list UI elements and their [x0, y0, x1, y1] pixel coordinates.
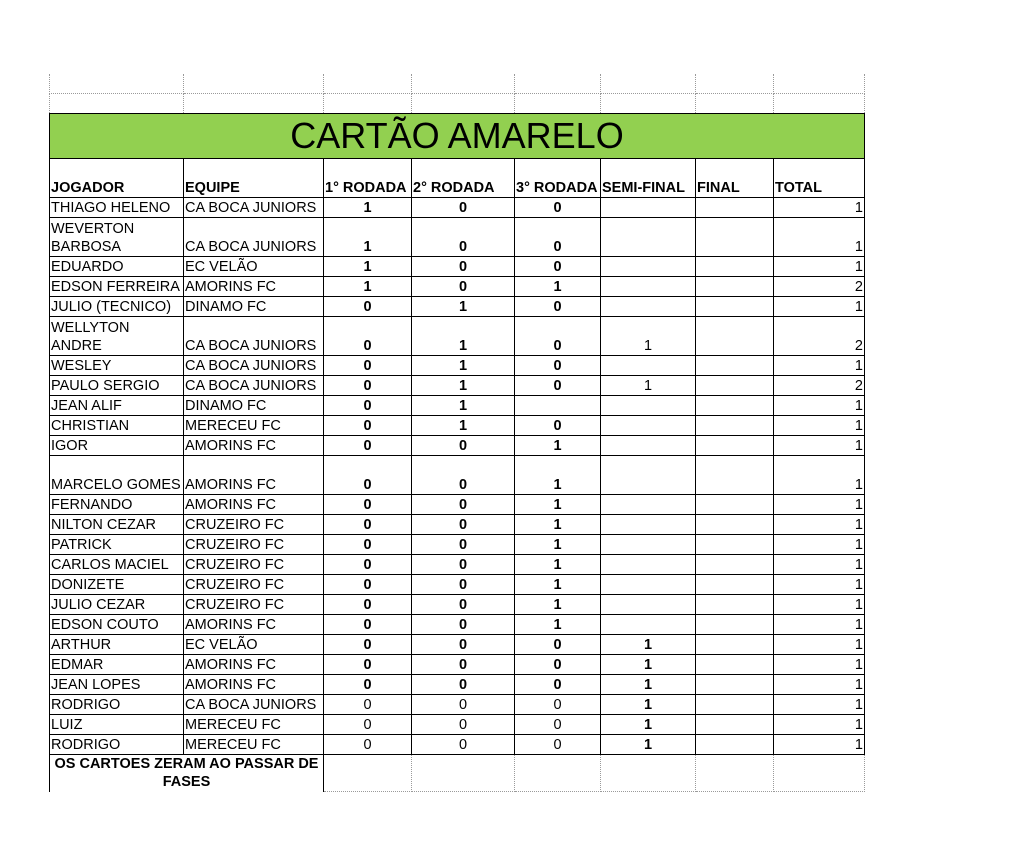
player-cell[interactable]: PAULO SERGIO — [50, 376, 184, 396]
final-cell[interactable] — [696, 655, 774, 675]
semifinal-cell[interactable]: 1 — [601, 655, 696, 675]
rodada-3-cell[interactable]: 1 — [515, 456, 601, 495]
final-cell[interactable] — [696, 376, 774, 396]
rodada-1-cell[interactable]: 0 — [324, 436, 412, 456]
team-cell[interactable]: DINAMO FC — [184, 396, 324, 416]
table-row — [50, 675, 865, 695]
player-cell[interactable]: RODRIGO — [50, 735, 184, 755]
team-cell[interactable]: CA BOCA JUNIORS — [184, 376, 324, 396]
semifinal-cell[interactable] — [601, 416, 696, 436]
final-cell[interactable] — [696, 595, 774, 615]
team-cell[interactable]: CRUZEIRO FC — [184, 555, 324, 575]
total-cell[interactable]: 1 — [774, 715, 865, 735]
rodada-3-cell[interactable] — [515, 396, 601, 416]
semifinal-cell[interactable] — [601, 356, 696, 376]
header-row — [50, 159, 865, 198]
semifinal-cell[interactable] — [601, 297, 696, 317]
final-cell[interactable] — [696, 535, 774, 555]
final-cell[interactable] — [696, 735, 774, 755]
rodada-2-cell[interactable]: 0 — [412, 555, 515, 575]
total-cell[interactable]: 1 — [774, 218, 865, 257]
total-cell[interactable]: 1 — [774, 635, 865, 655]
rodada-2-cell[interactable]: 0 — [412, 615, 515, 635]
empty-cell[interactable] — [774, 755, 865, 792]
final-cell[interactable] — [696, 277, 774, 297]
rodada-1-cell[interactable]: 0 — [324, 456, 412, 495]
total-cell[interactable]: 1 — [774, 695, 865, 715]
empty-cell[interactable] — [515, 755, 601, 792]
table-row — [50, 695, 865, 715]
total-cell[interactable]: 1 — [774, 575, 865, 595]
team-cell[interactable]: AMORINS FC — [184, 495, 324, 515]
table-row — [50, 356, 865, 376]
total-cell[interactable]: 2 — [774, 317, 865, 356]
total-cell[interactable]: 1 — [774, 535, 865, 555]
player-cell[interactable]: JULIO (TECNICO) — [50, 297, 184, 317]
table-row — [50, 257, 865, 277]
rodada-3-cell[interactable]: 0 — [515, 715, 601, 735]
team-cell[interactable]: CA BOCA JUNIORS — [184, 218, 324, 257]
player-cell[interactable]: MARCELO GOMES — [50, 456, 184, 495]
rodada-3-cell[interactable]: 0 — [515, 218, 601, 257]
team-cell[interactable]: CRUZEIRO FC — [184, 535, 324, 555]
team-cell[interactable]: AMORINS FC — [184, 277, 324, 297]
rodada-1-cell[interactable]: 0 — [324, 495, 412, 515]
rodada-3-cell[interactable]: 0 — [515, 257, 601, 277]
rodada-2-cell[interactable]: 1 — [412, 376, 515, 396]
rodada-3-cell[interactable]: 1 — [515, 595, 601, 615]
final-cell[interactable] — [696, 416, 774, 436]
header-jogador[interactable]: JOGADOR — [50, 159, 184, 198]
rodada-1-cell[interactable]: 0 — [324, 735, 412, 755]
total-cell[interactable]: 2 — [774, 376, 865, 396]
rodada-2-cell[interactable]: 0 — [412, 575, 515, 595]
rodada-2-cell[interactable]: 0 — [412, 436, 515, 456]
table-row — [50, 218, 865, 257]
player-cell[interactable]: JULIO CEZAR — [50, 595, 184, 615]
player-cell[interactable]: EDMAR — [50, 655, 184, 675]
rodada-3-cell[interactable]: 0 — [515, 297, 601, 317]
rodada-3-cell[interactable]: 0 — [515, 675, 601, 695]
player-cell[interactable]: WESLEY — [50, 356, 184, 376]
final-cell[interactable] — [696, 615, 774, 635]
total-cell[interactable]: 1 — [774, 436, 865, 456]
semifinal-cell[interactable]: 1 — [601, 376, 696, 396]
rodada-2-cell[interactable]: 0 — [412, 218, 515, 257]
final-cell[interactable] — [696, 257, 774, 277]
rodada-2-cell[interactable]: 0 — [412, 735, 515, 755]
rodada-1-cell[interactable]: 0 — [324, 675, 412, 695]
table-row — [50, 297, 865, 317]
player-cell[interactable]: THIAGO HELENO — [50, 198, 184, 218]
rodada-2-cell[interactable]: 1 — [412, 317, 515, 356]
rodada-2-cell[interactable]: 0 — [412, 595, 515, 615]
rodada-3-cell[interactable]: 1 — [515, 555, 601, 575]
player-cell[interactable]: ARTHUR — [50, 635, 184, 655]
total-cell[interactable]: 1 — [774, 456, 865, 495]
team-cell[interactable]: MERECEU FC — [184, 735, 324, 755]
final-cell[interactable] — [696, 456, 774, 495]
player-cell[interactable]: IGOR — [50, 436, 184, 456]
team-cell[interactable]: MERECEU FC — [184, 416, 324, 436]
rodada-3-cell[interactable]: 1 — [515, 615, 601, 635]
total-cell[interactable]: 2 — [774, 277, 865, 297]
final-cell[interactable] — [696, 555, 774, 575]
rodada-2-cell[interactable]: 0 — [412, 535, 515, 555]
final-cell[interactable] — [696, 695, 774, 715]
rodada-1-cell[interactable]: 0 — [324, 555, 412, 575]
semifinal-cell[interactable] — [601, 495, 696, 515]
rodada-1-cell[interactable]: 0 — [324, 575, 412, 595]
total-cell[interactable]: 1 — [774, 655, 865, 675]
header-equipe[interactable]: EQUIPE — [184, 159, 324, 198]
rodada-2-cell[interactable]: 0 — [412, 695, 515, 715]
semifinal-cell[interactable]: 1 — [601, 715, 696, 735]
player-cell[interactable]: FERNANDO — [50, 495, 184, 515]
rodada-2-cell[interactable]: 0 — [412, 495, 515, 515]
title-row — [50, 114, 865, 159]
total-cell[interactable]: 1 — [774, 297, 865, 317]
team-cell[interactable]: AMORINS FC — [184, 456, 324, 495]
final-cell[interactable] — [696, 198, 774, 218]
player-cell[interactable]: EDUARDO — [50, 257, 184, 277]
player-cell[interactable]: DONIZETE — [50, 575, 184, 595]
empty-cell[interactable] — [324, 755, 412, 792]
semifinal-cell[interactable] — [601, 198, 696, 218]
table-row — [50, 535, 865, 555]
header-final[interactable]: FINAL — [696, 159, 774, 198]
blank-row — [50, 74, 865, 94]
player-cell[interactable]: EDSON FERREIRA — [50, 277, 184, 297]
rodada-3-cell[interactable]: 1 — [515, 515, 601, 535]
rodada-1-cell[interactable]: 1 — [324, 198, 412, 218]
rodada-3-cell[interactable]: 0 — [515, 635, 601, 655]
final-cell[interactable] — [696, 575, 774, 595]
player-cell[interactable]: JEAN ALIF — [50, 396, 184, 416]
player-cell[interactable]: LUIZ — [50, 715, 184, 735]
team-cell[interactable]: DINAMO FC — [184, 297, 324, 317]
total-cell[interactable]: 1 — [774, 416, 865, 436]
total-cell[interactable]: 1 — [774, 735, 865, 755]
final-cell[interactable] — [696, 396, 774, 416]
team-cell[interactable]: CA BOCA JUNIORS — [184, 695, 324, 715]
final-cell[interactable] — [696, 495, 774, 515]
header-rodada-1[interactable]: 1° RODADA — [324, 159, 412, 198]
final-cell[interactable] — [696, 635, 774, 655]
empty-cell[interactable] — [696, 755, 774, 792]
semifinal-cell[interactable]: 1 — [601, 675, 696, 695]
team-cell[interactable]: EC VELÃO — [184, 635, 324, 655]
table-row — [50, 735, 865, 755]
table-row — [50, 456, 865, 495]
rodada-1-cell[interactable]: 0 — [324, 376, 412, 396]
rodada-1-cell[interactable]: 0 — [324, 396, 412, 416]
player-cell[interactable]: JEAN LOPES — [50, 675, 184, 695]
rodada-1-cell[interactable]: 0 — [324, 635, 412, 655]
player-cell[interactable]: PATRICK — [50, 535, 184, 555]
total-cell[interactable]: 1 — [774, 595, 865, 615]
final-cell[interactable] — [696, 317, 774, 356]
rodada-2-cell[interactable]: 1 — [412, 297, 515, 317]
final-cell[interactable] — [696, 297, 774, 317]
rodada-1-cell[interactable]: 0 — [324, 615, 412, 635]
total-cell[interactable]: 1 — [774, 495, 865, 515]
table-row — [50, 198, 865, 218]
empty-cell[interactable] — [412, 755, 515, 792]
rodada-3-cell[interactable]: 0 — [515, 695, 601, 715]
final-cell[interactable] — [696, 436, 774, 456]
semifinal-cell[interactable] — [601, 515, 696, 535]
rodada-3-cell[interactable]: 1 — [515, 495, 601, 515]
semifinal-cell[interactable]: 1 — [601, 695, 696, 715]
rodada-2-cell[interactable]: 0 — [412, 715, 515, 735]
semifinal-cell[interactable] — [601, 535, 696, 555]
table-row — [50, 416, 865, 436]
rodada-1-cell[interactable]: 0 — [324, 416, 412, 436]
rodada-1-cell[interactable]: 1 — [324, 218, 412, 257]
rodada-1-cell[interactable]: 0 — [324, 317, 412, 356]
rodada-2-cell[interactable]: 0 — [412, 198, 515, 218]
table-row — [50, 317, 865, 356]
rodada-1-cell[interactable]: 0 — [324, 715, 412, 735]
header-semifinal[interactable]: SEMI-FINAL — [601, 159, 696, 198]
table-row — [50, 555, 865, 575]
rodada-2-cell[interactable]: 0 — [412, 655, 515, 675]
semifinal-cell[interactable]: 1 — [601, 735, 696, 755]
empty-cell[interactable] — [601, 755, 696, 792]
semifinal-cell[interactable] — [601, 396, 696, 416]
final-cell[interactable] — [696, 515, 774, 535]
table-row — [50, 515, 865, 535]
rodada-3-cell[interactable]: 0 — [515, 198, 601, 218]
semifinal-cell[interactable] — [601, 277, 696, 297]
player-cell[interactable]: CHRISTIAN — [50, 416, 184, 436]
team-cell[interactable]: AMORINS FC — [184, 675, 324, 695]
rodada-3-cell[interactable]: 0 — [515, 655, 601, 675]
rodada-1-cell[interactable]: 1 — [324, 277, 412, 297]
sheet-title[interactable]: CARTÃO AMARELO — [50, 114, 865, 159]
header-rodada-3[interactable]: 3° RODADA — [515, 159, 601, 198]
player-cell[interactable]: NILTON CEZAR — [50, 515, 184, 535]
team-cell[interactable]: CA BOCA JUNIORS — [184, 356, 324, 376]
table-row — [50, 615, 865, 635]
semifinal-cell[interactable] — [601, 257, 696, 277]
team-cell[interactable]: AMORINS FC — [184, 436, 324, 456]
rodada-3-cell[interactable]: 0 — [515, 735, 601, 755]
team-cell[interactable]: CRUZEIRO FC — [184, 575, 324, 595]
semifinal-cell[interactable]: 1 — [601, 635, 696, 655]
semifinal-cell[interactable] — [601, 595, 696, 615]
player-cell[interactable]: WEVERTON BARBOSA — [50, 218, 184, 257]
player-cell[interactable]: CARLOS MACIEL — [50, 555, 184, 575]
rodada-2-cell[interactable]: 0 — [412, 675, 515, 695]
player-cell[interactable]: EDSON COUTO — [50, 615, 184, 635]
footer-note[interactable]: OS CARTOES ZERAM AO PASSAR DE FASES — [50, 755, 324, 792]
total-cell[interactable]: 1 — [774, 515, 865, 535]
table-row — [50, 436, 865, 456]
semifinal-cell[interactable]: 1 — [601, 317, 696, 356]
total-cell[interactable]: 1 — [774, 396, 865, 416]
rodada-2-cell[interactable]: 0 — [412, 515, 515, 535]
rodada-1-cell[interactable]: 0 — [324, 695, 412, 715]
player-cell[interactable]: RODRIGO — [50, 695, 184, 715]
team-cell[interactable]: MERECEU FC — [184, 715, 324, 735]
team-cell[interactable]: CA BOCA JUNIORS — [184, 198, 324, 218]
final-cell[interactable] — [696, 218, 774, 257]
rodada-3-cell[interactable]: 0 — [515, 416, 601, 436]
team-cell[interactable]: EC VELÃO — [184, 257, 324, 277]
rodada-1-cell[interactable]: 0 — [324, 595, 412, 615]
semifinal-cell[interactable] — [601, 575, 696, 595]
table-row — [50, 396, 865, 416]
rodada-2-cell[interactable]: 1 — [412, 396, 515, 416]
team-cell[interactable]: AMORINS FC — [184, 655, 324, 675]
total-cell[interactable]: 1 — [774, 198, 865, 218]
rodada-1-cell[interactable]: 0 — [324, 297, 412, 317]
table-row — [50, 655, 865, 675]
rodada-1-cell[interactable]: 0 — [324, 535, 412, 555]
final-cell[interactable] — [696, 675, 774, 695]
total-cell[interactable]: 1 — [774, 356, 865, 376]
team-cell[interactable]: CA BOCA JUNIORS — [184, 317, 324, 356]
rodada-1-cell[interactable]: 0 — [324, 655, 412, 675]
table-row — [50, 595, 865, 615]
rodada-2-cell[interactable]: 0 — [412, 456, 515, 495]
rodada-2-cell[interactable]: 0 — [412, 635, 515, 655]
yellow-card-table — [49, 74, 865, 792]
total-cell[interactable]: 1 — [774, 675, 865, 695]
rodada-3-cell[interactable]: 0 — [515, 376, 601, 396]
final-cell[interactable] — [696, 356, 774, 376]
rodada-2-cell[interactable]: 1 — [412, 416, 515, 436]
semifinal-cell[interactable] — [601, 555, 696, 575]
team-cell[interactable]: CRUZEIRO FC — [184, 595, 324, 615]
rodada-3-cell[interactable]: 1 — [515, 277, 601, 297]
header-rodada-2[interactable]: 2° RODADA — [412, 159, 515, 198]
semifinal-cell[interactable] — [601, 456, 696, 495]
team-cell[interactable]: AMORINS FC — [184, 615, 324, 635]
total-cell[interactable]: 1 — [774, 555, 865, 575]
rodada-3-cell[interactable]: 0 — [515, 356, 601, 376]
table-row — [50, 575, 865, 595]
team-cell[interactable]: CRUZEIRO FC — [184, 515, 324, 535]
blank-row — [50, 94, 865, 114]
semifinal-cell[interactable] — [601, 436, 696, 456]
rodada-1-cell[interactable]: 1 — [324, 257, 412, 277]
footer-row — [50, 755, 865, 792]
player-cell[interactable]: WELLYTON ANDRE — [50, 317, 184, 356]
rodada-2-cell[interactable]: 0 — [412, 257, 515, 277]
table-row — [50, 495, 865, 515]
rodada-2-cell[interactable]: 1 — [412, 356, 515, 376]
header-total[interactable]: TOTAL — [774, 159, 865, 198]
table-row — [50, 635, 865, 655]
rodada-3-cell[interactable]: 1 — [515, 436, 601, 456]
rodada-1-cell[interactable]: 0 — [324, 356, 412, 376]
semifinal-cell[interactable] — [601, 218, 696, 257]
table-row — [50, 277, 865, 297]
semifinal-cell[interactable] — [601, 615, 696, 635]
total-cell[interactable]: 1 — [774, 257, 865, 277]
rodada-3-cell[interactable]: 1 — [515, 575, 601, 595]
rodada-2-cell[interactable]: 0 — [412, 277, 515, 297]
rodada-3-cell[interactable]: 0 — [515, 317, 601, 356]
table-row — [50, 715, 865, 735]
rodada-3-cell[interactable]: 1 — [515, 535, 601, 555]
rodada-1-cell[interactable]: 0 — [324, 515, 412, 535]
total-cell[interactable]: 1 — [774, 615, 865, 635]
final-cell[interactable] — [696, 715, 774, 735]
table-row — [50, 376, 865, 396]
